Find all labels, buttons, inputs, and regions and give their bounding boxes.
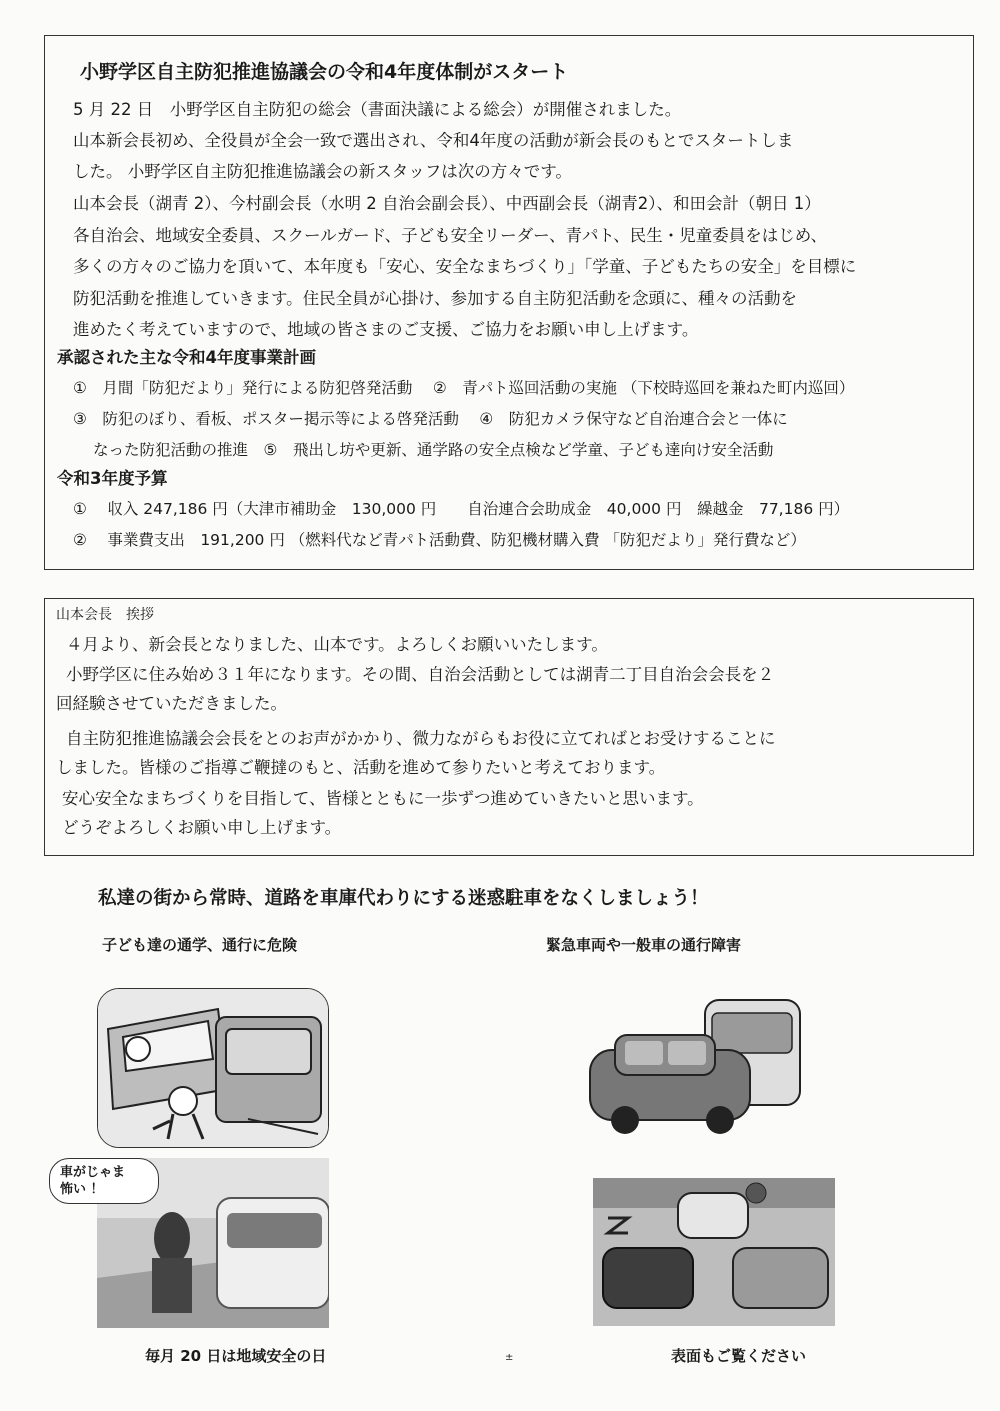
plan-line: ① 月間「防犯だより」発行による防犯啓発活動 ② 青パト巡回活動の実施 （下校時巡回を兼ねた町内巡回） [73,379,855,397]
greeting-line: どうぞよろしくお願い申し上げます。 [62,818,342,837]
plan-line: なった防犯活動の推進 ⑤ 飛出し坊や更新、通学路の安全点検など学童、子ども達向け安全活動 [93,441,774,459]
section1-line: 山本会長（湖青 2）、今村副会長（水明 2 自治会副会長）、中西副会長（湖青2）、和田会計（朝日 1） [73,194,821,213]
safety-day-note: 毎月 20 日は地域安全の日 [145,1347,327,1365]
page-mark: ± [505,1352,514,1363]
section1-line: 多くの方々のご協力を頂いて、本年度も「安心、安全なまちづくり」「学童、子どもたちの安全」を目標に [73,257,857,276]
caption-left: 子ども達の通学、通行に危険 [102,936,298,954]
greeting-line: 自主防犯推進協議会会長をとのお声がかかり、微力ながらもお役に立てればとお受けすることに [66,729,776,748]
section1-title: 小野学区自主防犯推進協議会の令和4年度体制がスタート [80,61,569,83]
parking-headline: 私達の街から常時、道路を車庫代わりにする迷惑駐車をなくしましょう！ [98,888,709,909]
traffic-jam-illustration [593,1178,835,1326]
speech-bubble [49,1158,159,1204]
greeting-line: 小野学区に住み始め３１年になります。その間、自治会活動としては湖青二丁目自治会会長を２ [66,665,775,684]
budget-line: ② 事業費支出 191,200 円 （燃料代など青パト活動費、防犯機材購入費 「防犯だより」発行費など） [73,531,806,549]
bubble-line-2: 怖い ！ [60,1181,104,1197]
blocked-bus-illustration [580,995,805,1135]
section1-line: 山本新会長初め、全役員が全会一致で選出され、令和4年度の活動が新会長のもとでスタートしま [73,131,794,150]
caption-right: 緊急車両や一般車の通行障害 [546,936,742,954]
greeting-line: しました。皆様のご指導ご鞭撻のもと、活動を進めて参りたいと考えております。 [56,758,666,777]
plan-line: ③ 防犯のぼり、看板、ポスター掲示等による啓発活動 ④ 防犯カメラ保守など自治連合会と一体に [73,410,788,428]
section1-line: 5 月 22 日 小野学区自主防犯の総会（書面決議による総会）が開催されました。 [73,100,682,119]
budget-heading: 令和3年度予算 [57,469,168,488]
greeting-line: 安心安全なまちづくりを目指して、皆様とともに一歩ずつ進めていきたいと思います。 [62,789,704,808]
greeting-line: 回経験させていただきました。 [56,694,287,713]
child-danger-illustration [97,988,329,1148]
section1-line: 進めたく考えていますので、地域の皆さまのご支援、ご協力をお願い申し上げます。 [73,320,699,339]
greeting-line: ４月より、新会長となりました、山本です。よろしくお願いいたします。 [66,635,608,654]
budget-line: ① 収入 247,186 円（大津市補助金 130,000 円 自治連合会助成金 40,000 円 繰越金 77,186 円） [73,500,850,518]
bubble-line-1: 車がじゃま [60,1165,126,1180]
plan-heading: 承認された主な令和4年度事業計画 [57,348,316,367]
section1-line: 防犯活動を推進していきます。住民全員が心掛け、参加する自主防犯活動を念頭に、種々の活動を [73,289,798,308]
section1-line: した。 小野学区自主防犯推進協議会の新スタッフは次の方々です。 [73,162,572,181]
see-front-note: 表面もご覧ください [671,1347,807,1365]
section1-line: 各自治会、地域安全委員、スクールガード、子ども安全リーダー、青パト、民生・児童委員をはじめ、 [73,226,828,245]
greeting-heading: 山本会長 挨拶 [56,607,154,623]
